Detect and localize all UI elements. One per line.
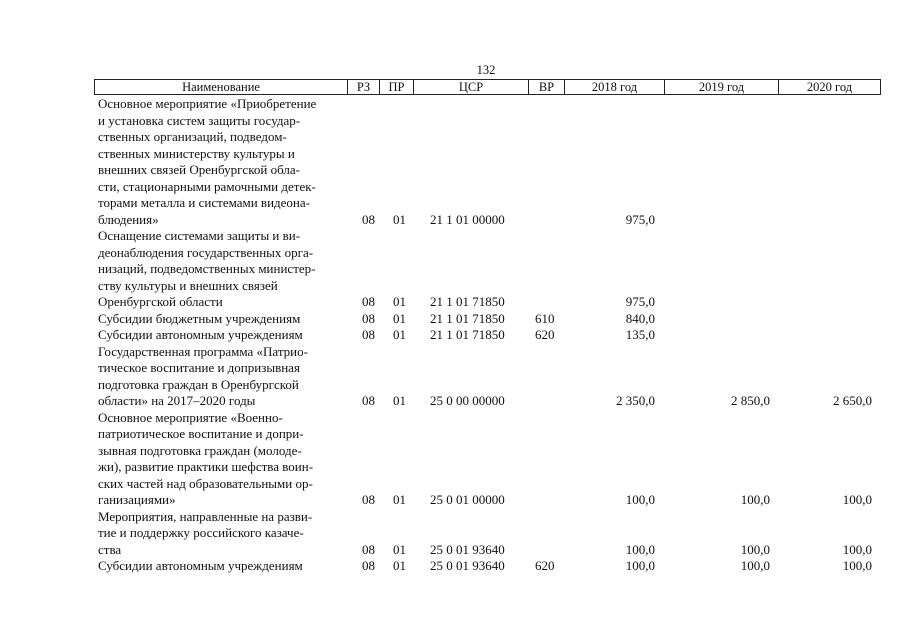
row-name-line: тие и поддержку российского казаче- [98,525,304,540]
table-row [0,311,905,328]
row-vr: 620 [535,558,555,573]
table-row [0,228,905,311]
row-2018: 2 350,0 [616,393,655,408]
row-2018: 100,0 [625,541,655,557]
row-rz: 08 [362,310,375,326]
row-name-line: внешних связей Оренбургской обла- [98,162,300,177]
row-pr: 01 [393,492,406,507]
header-pr: ПР [380,80,414,94]
row-name-line: Субсидии бюджетным учреждениям [98,310,301,326]
table-row [0,558,905,575]
row-2019: 100,0 [740,558,770,573]
row-name-line: ства [98,541,122,557]
row-name-line: зывная подготовка граждан (молоде- [98,442,302,458]
row-2018: 840,0 [625,310,655,326]
row-csr: 25 0 01 93640 [430,558,505,573]
row-name-line: патриотическое воспитание и допри- [98,426,304,441]
row-rz: 08 [362,211,375,227]
row-name-line: ских частей над образовательными ор- [98,475,313,491]
table-row [0,509,905,559]
row-csr: 25 0 00 00000 [430,393,505,408]
row-name [98,96,348,228]
row-name-line: ственных организаций, подведом- [98,129,287,144]
row-name-line: Оснащение системами защиты и ви- [98,228,301,243]
header-csr: ЦСР [414,80,529,94]
row-2018: 975,0 [625,294,655,309]
header-2018: 2018 год [565,80,665,94]
row-2018: 975,0 [625,211,655,227]
row-2020: 100,0 [842,558,872,573]
page-number: 132 [476,63,496,77]
row-2019: 100,0 [740,492,770,507]
row-rz: 08 [362,492,375,507]
row-name-line: Основное мероприятие «Военно- [98,409,283,425]
row-2018: 100,0 [625,492,655,507]
header-name: Наименование [95,80,348,94]
row-name-line: низаций, подведомственных министер- [98,261,316,276]
row-2020: 100,0 [842,541,872,557]
row-name-line: подготовка граждан в Оренбургской [98,376,299,392]
table-row [0,327,905,344]
row-pr: 01 [393,327,406,342]
table-row [0,410,905,509]
row-pr: 01 [393,393,406,408]
row-name-line: сти, стационарными рамочными детек- [98,178,316,194]
row-name [98,558,348,575]
row-name-line: Оренбургской области [98,294,223,309]
row-2020: 2 650,0 [833,393,872,408]
row-csr: 21 1 01 71850 [430,294,505,309]
row-name [98,311,348,328]
row-name [98,410,348,509]
row-name-line: и установка систем защиты государ- [98,112,301,128]
row-rz: 08 [362,327,375,342]
row-rz: 08 [362,558,375,573]
row-csr: 25 0 01 93640 [430,541,505,557]
row-pr: 01 [393,310,406,326]
row-name-line: Субсидии автономным учреждениям [98,558,303,573]
row-name-line: ганизациями» [98,492,176,507]
row-name-line: деонаблюдения государственных орга- [98,244,314,260]
row-name-line: Государственная программа «Патрио- [98,343,308,359]
row-name-line: торами металла и системами видеона- [98,195,310,210]
row-name-line: тическое воспитание и допризывная [98,360,300,375]
row-csr: 21 1 01 71850 [430,327,505,342]
row-name-line: области» на 2017–2020 годы [98,393,256,408]
row-name-line: блюдения» [98,211,159,227]
row-name [98,509,348,559]
row-2019: 100,0 [740,541,770,557]
row-name [98,344,348,410]
row-name [98,228,348,311]
row-pr: 01 [393,541,406,557]
table-row [0,96,905,228]
header-2020: 2020 год [806,80,853,94]
row-2018: 135,0 [625,327,655,342]
row-name-line: Основное мероприятие «Приобретение [98,96,317,111]
row-csr: 21 1 01 71850 [430,310,505,326]
row-pr: 01 [393,211,406,227]
table-header [94,79,881,95]
row-2020: 100,0 [842,492,872,507]
table-body [0,96,905,575]
row-2018: 100,0 [625,558,655,573]
row-name-line: ственных министерству культуры и [98,145,295,161]
table-row [0,344,905,410]
header-2019: 2019 год [665,80,779,94]
row-rz: 08 [362,393,375,408]
row-vr: 620 [535,327,555,342]
row-csr: 21 1 01 00000 [430,211,505,227]
row-name [98,327,348,344]
row-pr: 01 [393,294,406,309]
row-csr: 25 0 01 00000 [430,492,505,507]
header-rz: РЗ [348,80,380,94]
row-rz: 08 [362,541,375,557]
row-pr: 01 [393,558,406,573]
row-name-line: Субсидии автономным учреждениям [98,327,303,342]
row-name-line: ству культуры и внешних связей [98,277,278,293]
row-name-line: жи), развитие практики шефства воин- [98,459,314,474]
row-name-line: Мероприятия, направленные на разви- [98,508,313,524]
header-vr: ВР [529,80,565,94]
row-rz: 08 [362,294,375,309]
row-2019: 2 850,0 [731,393,770,408]
row-vr: 610 [535,310,555,326]
